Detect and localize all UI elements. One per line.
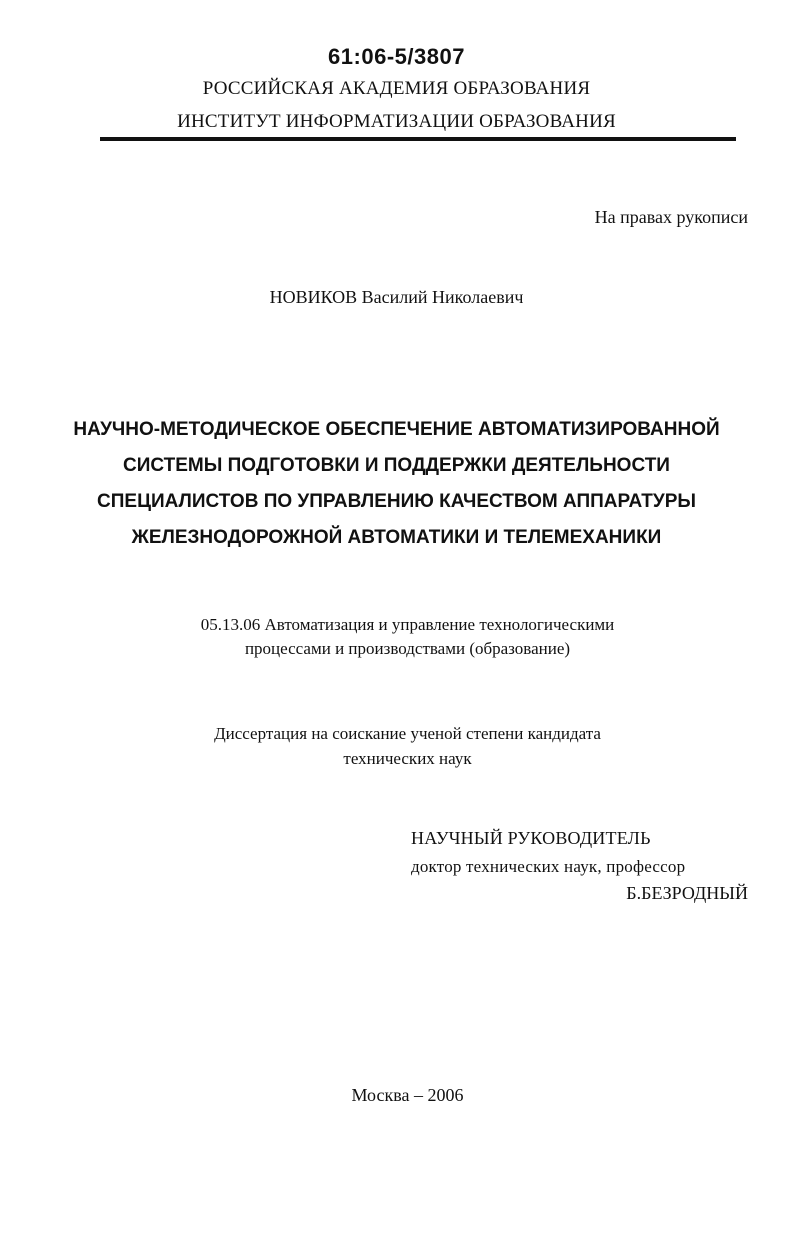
degree-line: технических наук: [343, 749, 472, 768]
header-divider: [100, 137, 736, 141]
manuscript-note: На правах рукописи: [594, 207, 748, 227]
academy-name: РОССИЙСКАЯ АКАДЕМИЯ ОБРАЗОВАНИЯ: [202, 78, 591, 99]
catalog-number: 61:06-5/3807: [328, 44, 465, 69]
degree-statement: [0, 721, 793, 771]
city-year: Москва – 2006: [351, 1085, 464, 1105]
supervisor-name: Б.БЕЗРОДНЫЙ: [626, 883, 748, 903]
thesis-title-line: СПЕЦИАЛИСТОВ ПО УПРАВЛЕНИЮ КАЧЕСТВОМ АППАРАТУРЫ: [97, 491, 696, 512]
thesis-title: [0, 412, 793, 556]
specialty-line: 05.13.06 Автоматизация и управление технологическими: [200, 615, 615, 634]
supervisor-title: НАУЧНЫЙ РУКОВОДИТЕЛЬ: [411, 828, 651, 848]
thesis-title-line: СИСТЕМЫ ПОДГОТОВКИ И ПОДДЕРЖКИ ДЕЯТЕЛЬНОСТИ: [123, 455, 670, 476]
supervisor-degree: доктор технических наук, профессор: [411, 857, 686, 876]
institute-name: ИНСТИТУТ ИНФОРМАТИЗАЦИИ ОБРАЗОВАНИЯ: [177, 111, 616, 132]
author-name: НОВИКОВ Василий Николаевич: [269, 287, 524, 307]
specialty-line: процессами и производствами (образование): [244, 639, 571, 658]
thesis-title-line: НАУЧНО-МЕТОДИЧЕСКОЕ ОБЕСПЕЧЕНИЕ АВТОМАТИЗИРОВАННОЙ: [73, 419, 720, 440]
degree-line: Диссертация на соискание ученой степени кандидата: [214, 724, 601, 743]
specialty-code: [0, 613, 793, 661]
thesis-title-line: ЖЕЛЕЗНОДОРОЖНОЙ АВТОМАТИКИ И ТЕЛЕМЕХАНИКИ: [131, 527, 662, 548]
